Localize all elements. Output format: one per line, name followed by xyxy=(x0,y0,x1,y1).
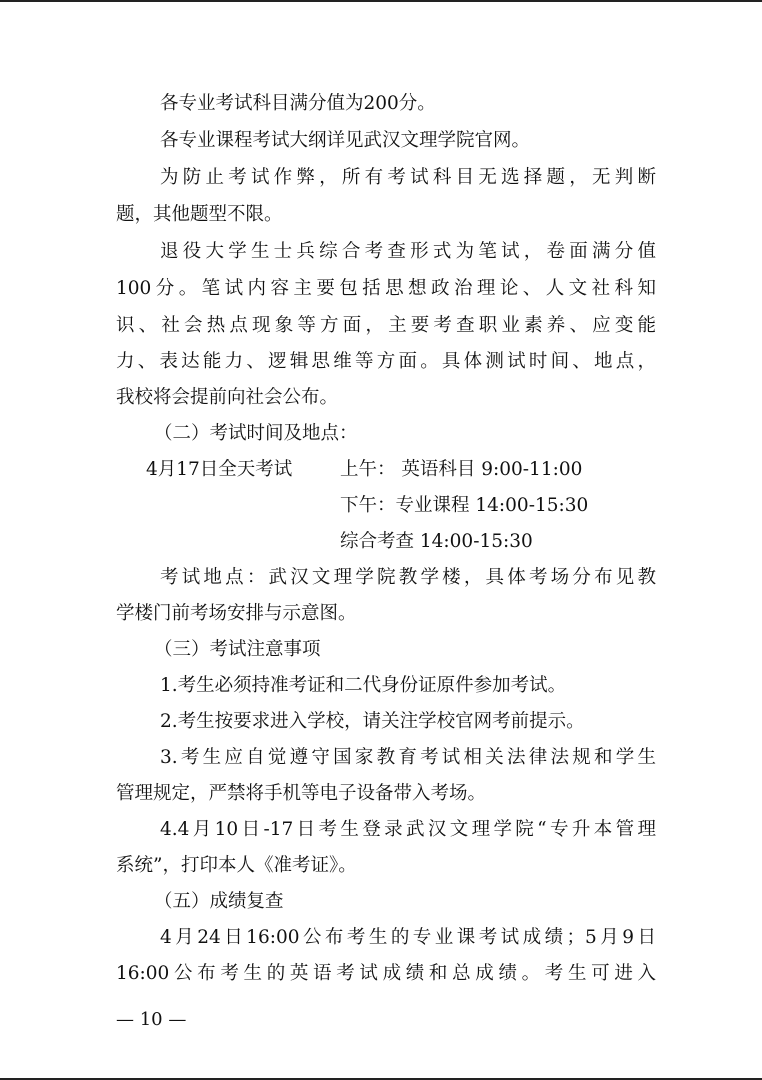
text-line: 各专业考试科目满分值为200分。 xyxy=(160,93,436,114)
text-line: 3.考生应自觉遵守国家教育考试相关法律法规和学生 xyxy=(160,747,656,768)
text-line: 题，其他题型不限。 xyxy=(116,204,283,225)
text-line: 退役大学生士兵综合考查形式为笔试，卷面满分值 xyxy=(160,241,656,262)
section-heading: （五）成绩复查 xyxy=(154,891,284,912)
schedule-date: 4月17日全天考试 xyxy=(146,459,293,480)
text-line: 2.考生按要求进入学校，请关注学校官网考前提示。 xyxy=(160,711,585,732)
text-line: 力、表达能力、逻辑思维等方面。具体测试时间、地点， xyxy=(116,351,656,372)
text-line: 16:00公布考生的英语考试成绩和总成绩。考生可进入 xyxy=(116,963,656,984)
text-line: 为防止考试作弊，所有考试科目无选择题，无判断 xyxy=(160,167,656,188)
text-line: 考试地点：武汉文理学院教学楼，具体考场分布见教 xyxy=(160,567,656,588)
text-line: 系统”，打印本人《准考证》。 xyxy=(116,855,357,876)
schedule-morning: 上午： 英语科目 9:00-11:00 xyxy=(340,459,583,480)
text-line: 各专业课程考试大纲详见武汉文理学院官网。 xyxy=(160,130,531,151)
text-line: 4月24日16:00公布考生的专业课考试成绩；5月9日 xyxy=(160,927,656,948)
text-line: 1.考生必须持准考证和二代身份证原件参加考试。 xyxy=(160,675,567,696)
text-line: 识、社会热点现象等方面，主要考查职业素养、应变能 xyxy=(116,315,656,336)
section-heading: （二）考试时间及地点： xyxy=(154,423,358,444)
text-line: 学楼门前考场安排与示意图。 xyxy=(116,603,357,624)
text-line: 管理规定，严禁将手机等电子设备带入考场。 xyxy=(116,783,487,804)
text-line: 4.4月10日-17日考生登录武汉文理学院“专升本管理 xyxy=(160,819,656,840)
section-heading: （三）考试注意事项 xyxy=(154,639,321,660)
text-line: 100分。笔试内容主要包括思想政治理论、人文社科知 xyxy=(116,278,656,299)
schedule-comprehensive: 综合考查 14:00-15:30 xyxy=(340,531,533,552)
page-number: — 10 — xyxy=(116,1009,187,1030)
text-line: 我校将会提前向社会公布。 xyxy=(116,387,339,408)
schedule-afternoon: 下午：专业课程 14:00-15:30 xyxy=(340,495,589,516)
top-border xyxy=(0,0,762,2)
